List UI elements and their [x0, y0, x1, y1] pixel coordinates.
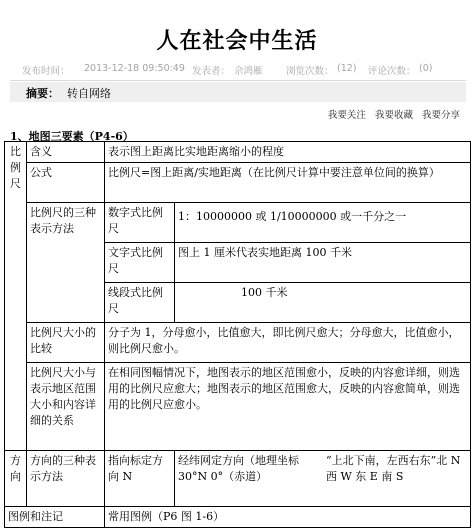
relation-text: 在相同图幅情况下，地图表示的地区范围愈小，反映的内容愈详细，则选用的比例尺应愈大；地图表示的地区范围愈大，反映的内容愈简单，则选用的比例尺应愈小。	[105, 363, 471, 451]
article-actions	[322, 107, 460, 121]
direction-grid-text: 经纬网定方向（地理坐标 30°N 0°（赤道）	[178, 454, 299, 483]
map-elements-table	[4, 141, 471, 528]
compare-label: 比例尺大小的比较	[27, 323, 105, 363]
article-meta	[22, 63, 462, 79]
table-row	[5, 507, 471, 528]
text-scale-label: 文字式比例尺	[105, 243, 175, 283]
views-value: (12)	[337, 63, 357, 74]
direction-rule-text: “上北下南，左西右东”北 N 西 W 东 E 南 S	[326, 454, 461, 483]
definition-text: 表示图上距离比实地距离缩小的程度	[105, 142, 471, 163]
table-row	[5, 163, 471, 203]
follow-link[interactable]: 我要关注	[327, 110, 366, 121]
legend-text: 常用图例（P6 图 1-6）	[105, 507, 471, 528]
favorite-link[interactable]: 我要收藏	[374, 110, 413, 121]
legend-label: 图例和注记	[5, 507, 105, 528]
formula-label: 公式	[27, 163, 105, 203]
relation-label: 比例尺大小与表示地区范围大小和内容详细的关系	[27, 363, 105, 451]
formula-text: 比例尺=图上距离/实地距离（在比例尺计算中要注意单位间的换算）	[105, 163, 471, 203]
meta-divider	[10, 80, 466, 81]
share-link[interactable]: 我要分享	[421, 110, 460, 121]
table-row	[5, 323, 471, 363]
direction-group-header: 方 向	[5, 451, 27, 507]
table-row	[5, 363, 471, 451]
author-label: 发表者：	[192, 66, 231, 77]
section-heading: 1、地图三要素（P4-6）	[10, 130, 134, 143]
table-row	[5, 142, 471, 163]
scale-group-header: 比 例 尺	[5, 142, 27, 451]
summary-bar	[10, 82, 466, 102]
comments-value[interactable]: (0)	[419, 63, 433, 74]
author-value[interactable]: 佘鸿雁	[234, 66, 263, 77]
numeric-scale-text: 1：10000000 或 1/10000000 或一千分之一	[175, 203, 471, 243]
numeric-scale-label: 数字式比例尺	[105, 203, 175, 243]
compare-text: 分子为 1，分母愈小，比值愈大，即比例尺愈大；分母愈大，比值愈小，则比例尺愈小。	[105, 323, 471, 363]
summary-label: 摘要：	[26, 87, 59, 100]
direction-methods-label: 方向的三种表示方法	[27, 451, 105, 507]
published-value: 2013-12-18 09:50:49	[84, 63, 185, 74]
table-row	[5, 203, 471, 243]
published-label: 发布时间：	[22, 66, 70, 77]
summary-text: 转自网络	[67, 87, 111, 100]
definition-label: 含义	[27, 142, 105, 163]
table-row	[5, 451, 471, 507]
line-scale-label: 线段式比例尺	[105, 283, 175, 323]
text-scale-text: 图上 1 厘米代表实地距离 100 千米	[175, 243, 471, 283]
three-forms-label: 比例尺的三种表示方法	[27, 203, 105, 323]
views-label: 浏览次数：	[286, 66, 334, 77]
direction-arrow-label: 指向标定方向 N	[105, 451, 175, 507]
comments-label: 评论次数：	[368, 66, 416, 77]
direction-detail-cell	[175, 451, 471, 507]
page-title: 人在社会中生活	[156, 28, 318, 54]
line-scale-text: 100 千米	[175, 283, 471, 323]
